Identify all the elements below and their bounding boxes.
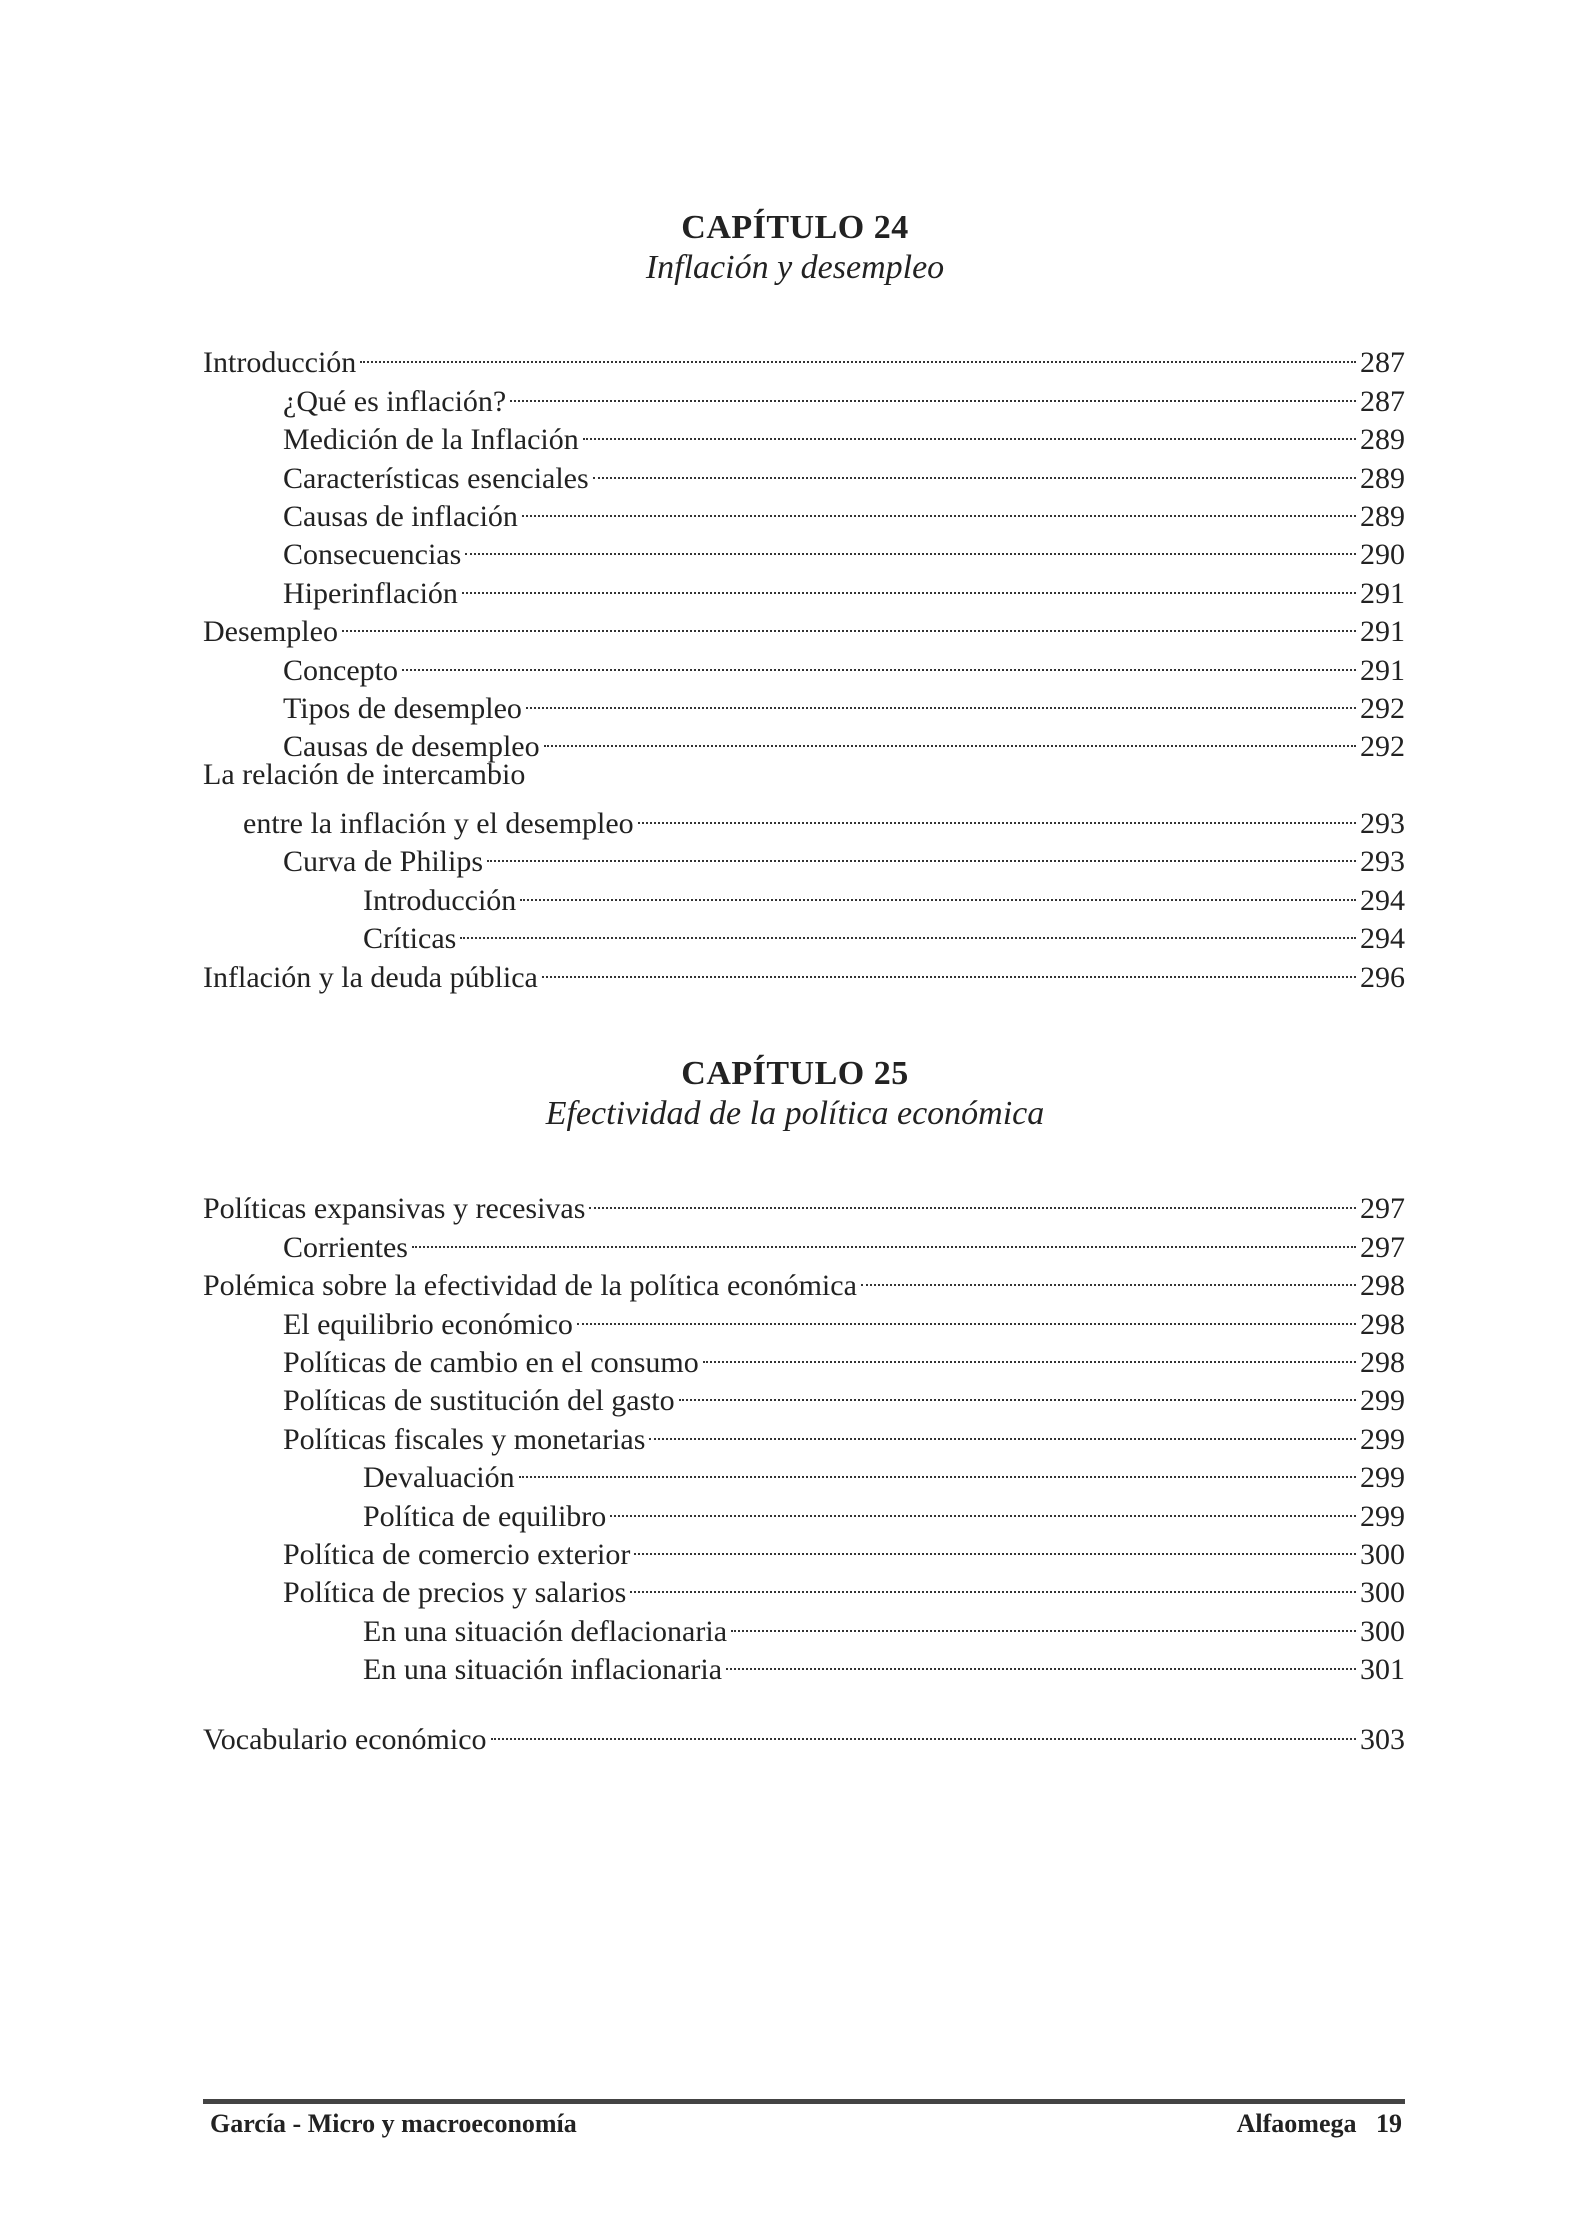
toc-entry[interactable] [203,641,1405,687]
toc-entry-page: 300 [1360,1537,1405,1571]
toc-entry[interactable] [203,1218,1405,1264]
toc-entry-page: 293 [1360,807,1405,841]
toc-entry[interactable] [203,910,1405,956]
dot-leader [519,1449,1356,1487]
toc-entry-page: 298 [1360,1269,1405,1303]
toc-entry-page: 294 [1360,883,1405,917]
dot-leader [510,372,1356,410]
dot-leader [593,449,1356,487]
dot-leader [861,1257,1356,1295]
toc-entry[interactable] [203,1602,1405,1648]
toc-entry[interactable] [203,488,1405,533]
toc-entry-text: ¿Qué es inflación? [283,384,507,418]
toc-entry-text: Políticas de cambio en el consumo [283,1345,699,1379]
toc-entry-page: 293 [1360,845,1405,879]
toc-entry-text: Corrientes [283,1230,408,1264]
toc-entry-page: 297 [1360,1230,1405,1264]
toc-entry[interactable] [203,1295,1405,1341]
chapter-24-title: CAPÍTULO 24 [681,209,909,246]
toc-entry-text: Introducción [363,883,517,917]
toc-entry-text: Política de equilibro [363,1499,607,1533]
toc-entry-text: Consecuencias [283,538,462,572]
dot-leader [465,526,1356,564]
dot-leader [634,1526,1356,1564]
toc-entry-page: 292 [1360,730,1405,764]
toc-entry[interactable] [203,1449,1405,1495]
toc-entry-text: Curva de Philips [283,845,483,879]
dot-leader [544,718,1356,756]
chapter-24-heading [0,208,1590,288]
chapter-25-heading [0,1054,1590,1134]
toc-entry[interactable] [203,1641,1405,1687]
toc-entry[interactable] [203,1180,1405,1226]
dot-leader [520,871,1356,909]
toc-entry-text: Tipos de desempleo [283,691,522,725]
toc-entry-text: En una situación inflacionaria [363,1653,723,1687]
toc-entry-text: Características esenciales [283,461,589,495]
dot-leader [649,1410,1356,1448]
toc-entry-text: Polémica sobre la efectividad de la política económica [203,1269,857,1303]
toc-entry[interactable] [203,1257,1405,1303]
dot-leader [610,1487,1356,1525]
toc-entry-page: 291 [1360,576,1405,610]
toc-entry[interactable] [203,564,1405,610]
toc-entry-text: Vocabulario económico [203,1723,487,1757]
toc-entry-text: Críticas [363,922,457,956]
toc-entry-page: 301 [1360,1653,1405,1687]
toc-entry[interactable] [203,411,1405,457]
footer-rule [203,2099,1405,2104]
toc-entry-text: Políticas fiscales y monetarias [283,1422,646,1456]
chapter-24-subtitle: Inflación y desempleo [645,249,945,286]
toc-entry-text: Desempleo [203,615,338,649]
toc-entry-text: entre la inflación y el desempleo [243,807,634,841]
dot-leader [402,641,1356,679]
toc-entry[interactable] [203,1564,1405,1610]
toc-entry[interactable] [203,948,1405,994]
toc-entry-text: Política de precios y salarios [283,1576,627,1610]
toc-entry-page: 296 [1360,960,1405,994]
toc-entry-page: 297 [1360,1192,1405,1226]
toc-entry[interactable] [203,1334,1405,1379]
chapter-24-toc [203,334,1405,994]
toc-entry-page: 298 [1360,1345,1405,1379]
footer-publisher-page: Alfaomega 19 [1236,2109,1402,2138]
toc-entry[interactable] [203,449,1405,495]
toc-entry-text: Introducción [203,346,357,380]
toc-entry[interactable] [203,526,1405,572]
toc-entry-page: 294 [1360,922,1405,956]
dot-leader [583,411,1356,449]
toc-entry[interactable] [203,795,1405,841]
toc-entry[interactable] [203,1372,1405,1418]
dot-leader [460,910,1356,948]
toc-entry-page: 299 [1360,1499,1405,1533]
toc-entry[interactable] [203,372,1405,418]
dot-leader [342,603,1356,641]
toc-entry-text: La relación de intercambio [203,758,526,792]
toc-entry[interactable] [203,334,1405,380]
dot-leader [679,1372,1356,1410]
toc-entry-page: 299 [1360,1384,1405,1418]
chapter-25-subtitle: Efectividad de la política económica [545,1095,1045,1132]
dot-leader [638,795,1356,833]
toc-entry[interactable] [203,718,1405,764]
toc-entry-page: 287 [1360,384,1405,418]
toc-entry-text: Concepto [283,653,398,687]
dot-leader [360,334,1356,372]
vocabulary-toc [203,1711,1405,1757]
toc-entry-page: 303 [1360,1723,1405,1757]
dot-leader [542,948,1356,986]
toc-entry-text: El equilibrio económico [283,1307,573,1341]
toc-entry[interactable] [203,756,1405,794]
toc-entry[interactable] [203,1526,1405,1571]
dot-leader [577,1295,1356,1333]
toc-entry-text: En una situación deflacionaria [363,1614,728,1648]
toc-entry-page: 291 [1360,615,1405,649]
chapter-25-toc [203,1180,1405,1687]
toc-entry-page: 300 [1360,1576,1405,1610]
toc-entry[interactable] [203,871,1405,917]
toc-entry[interactable] [203,603,1405,649]
toc-entry-page: 289 [1360,461,1405,495]
dot-leader [726,1641,1356,1679]
toc-entry-page: 291 [1360,653,1405,687]
dot-leader [522,488,1356,526]
dot-leader [526,680,1356,718]
toc-entry[interactable] [203,1410,1405,1456]
toc-entry-page: 300 [1360,1614,1405,1648]
toc-entry-text: Hiperinflación [283,576,458,610]
toc-entry[interactable] [203,1487,1405,1533]
toc-entry-page: 290 [1360,538,1405,572]
dot-leader [491,1711,1356,1749]
toc-entry-text: Devaluación [363,1461,515,1495]
chapter-25-title: CAPÍTULO 25 [681,1055,909,1092]
footer-book-title: García - Micro y macroeconomía [210,2109,577,2138]
toc-entry-text: Políticas expansivas y recesivas [203,1192,586,1226]
toc-entry-page: 287 [1360,346,1405,380]
dot-leader [462,564,1356,602]
toc-entry-text: Medición de la Inflación [283,423,579,457]
toc-entry[interactable] [203,680,1405,725]
toc-entry-text: Causas de inflación [283,499,518,533]
toc-entry-page: 299 [1360,1422,1405,1456]
toc-entry[interactable] [203,833,1405,879]
toc-entry-page: 289 [1360,499,1405,533]
toc-entry-text: Inflación y la deuda pública [203,960,538,994]
dot-leader [412,1218,1356,1256]
toc-entry-text: Política de comercio exterior [283,1537,631,1571]
toc-entry-page: 298 [1360,1307,1405,1341]
toc-entry-text: Causas de desempleo [283,730,540,764]
dot-leader [487,833,1356,871]
toc-entry-page: 292 [1360,691,1405,725]
toc-entry-text: Políticas de sustitución del gasto [283,1384,675,1418]
dot-leader [630,1564,1356,1602]
page-footer [210,2107,1402,2141]
dot-leader [703,1334,1356,1372]
toc-entry-page: 299 [1360,1461,1405,1495]
dot-leader [731,1602,1356,1640]
toc-entry-page: 289 [1360,423,1405,457]
toc-entry-vocabulary[interactable] [203,1711,1405,1757]
dot-leader [589,1180,1356,1218]
